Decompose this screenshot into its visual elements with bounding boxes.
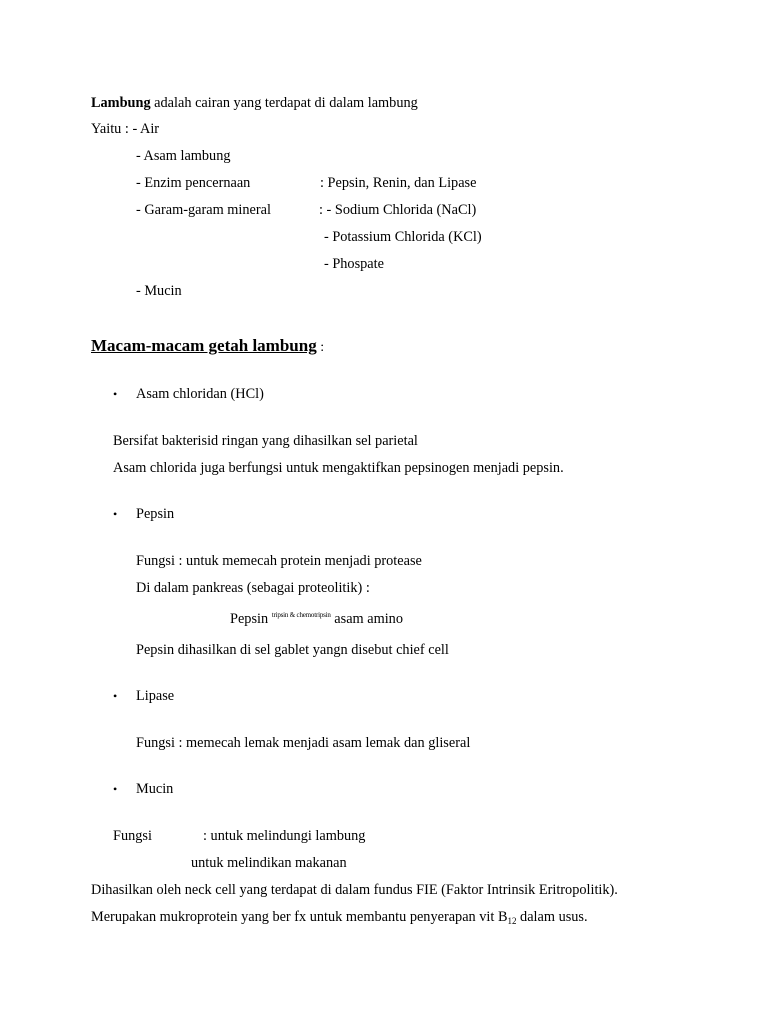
bullet-pepsin: • [113, 507, 118, 521]
mukroprotein-pre: Merupakan mukroprotein yang ber fx untuk membantu penyerapan vit B [91, 909, 508, 925]
reaction-left: Pepsin [230, 611, 269, 627]
lipase-fungsi: Fungsi : memecah lemak menjadi asam lemak dan gliseral [136, 735, 471, 751]
mukroprotein-sub: 12 [507, 916, 517, 926]
reaction-enzymes: tripsin & chemotripsin [271, 611, 331, 619]
mucin-produced: Dihasilkan oleh neck cell yang terdapat di dalam fundus FIE (Faktor Intrinsik Eritropolitik). [91, 882, 618, 898]
pepsin-pankreas: Di dalam pankreas (sebagai proteolitik) : [136, 580, 370, 596]
item-enzim: - Enzim pencernaan [136, 175, 251, 191]
pepsin-reaction [230, 606, 403, 628]
hcl-line1: Bersifat bakterisid ringan yang dihasilkan sel parietal [113, 433, 418, 449]
reaction-right: asam amino [334, 611, 403, 627]
intro-definition [91, 94, 418, 112]
pepsin-name: Pepsin [136, 506, 175, 522]
bullet-mucin: • [113, 782, 118, 796]
mucin-fungsi-1: : untuk melindungi lambung [203, 828, 366, 844]
bullet-lipase: • [113, 689, 118, 703]
item-potassium: - Potassium Chlorida (KCl) [324, 229, 482, 245]
item-garam: - Garam-garam mineral [136, 202, 271, 218]
item-phospate: - Phospate [324, 256, 384, 272]
pepsin-fungsi: Fungsi : untuk memecah protein menjadi protease [136, 553, 422, 569]
lipase-name: Lipase [136, 688, 175, 704]
bullet-hcl: • [113, 387, 118, 401]
mukroprotein-post: dalam usus. [516, 909, 588, 925]
item-asam-lambung: - Asam lambung [136, 148, 231, 164]
definition-text: adalah cairan yang terdapat di dalam lambung [150, 95, 418, 111]
mucin-name: Mucin [136, 781, 174, 797]
item-garam-detail: : - Sodium Chlorida (NaCl) [319, 202, 477, 218]
hcl-name: Asam chloridan (HCl) [136, 386, 264, 402]
item-mucin: - Mucin [136, 283, 182, 299]
mucin-fungsi-2: untuk melindikan makanan [191, 855, 347, 871]
mucin-mukroprotein [91, 908, 588, 930]
mucin-fungsi-label: Fungsi [113, 828, 152, 844]
section-heading [91, 335, 324, 359]
section-title-suffix: : [316, 340, 325, 355]
section-title: Macam-macam getah lambung [91, 336, 317, 355]
item-enzim-detail: : Pepsin, Renin, dan Lipase [320, 175, 477, 191]
term-lambung: Lambung [91, 95, 151, 111]
pepsin-source: Pepsin dihasilkan di sel gablet yangn disebut chief cell [136, 642, 449, 658]
yaitu-line: Yaitu : - Air [91, 121, 160, 137]
hcl-line2: Asam chlorida juga berfungsi untuk mengaktifkan pepsinogen menjadi pepsin. [113, 460, 564, 476]
